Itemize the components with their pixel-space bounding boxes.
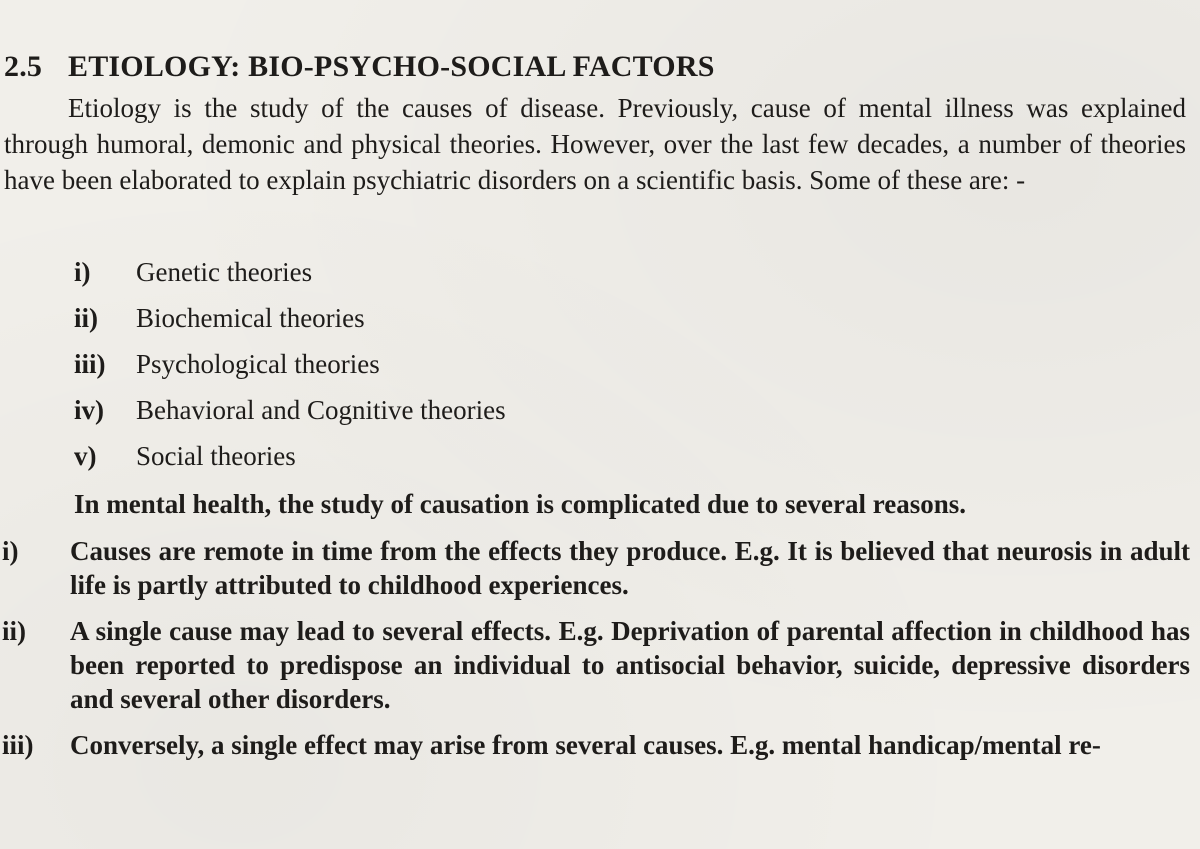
- theory-label: Genetic theories: [136, 257, 313, 287]
- theory-item-genetic: [74, 252, 506, 298]
- reason-text: Causes are remote in time from the effects they produce. E.g. It is believed that neurosis in adult life is partly attributed to childhood experiences.: [70, 536, 1190, 600]
- theory-item-behavioral-cognitive: [74, 390, 506, 436]
- theory-label: Behavioral and Cognitive theories: [136, 395, 506, 425]
- reason-numeral: ii): [2, 616, 26, 646]
- reason-text: A single cause may lead to several effects. E.g. Deprivation of parental affection in childhood has been reported to predispose an individual to antisocial behavior, suicide, depressive disorders and several other disorders.: [70, 616, 1190, 714]
- theory-label: Psychological theories: [136, 349, 380, 379]
- theory-label: Biochemical theories: [136, 303, 365, 333]
- theory-list: [74, 252, 506, 482]
- reason-text: Conversely, a single effect may arise from several causes. E.g. mental handicap/mental re-: [70, 730, 1101, 760]
- theory-item-psychological: [74, 344, 506, 390]
- reason-item: [0, 534, 1190, 602]
- theory-numeral: v): [74, 441, 97, 471]
- section-number: 2.5: [4, 50, 43, 83]
- theory-item-social: [74, 436, 506, 482]
- theory-item-biochemical: [74, 298, 506, 344]
- section-title: ETIOLOGY: BIO-PSYCHO-SOCIAL FACTORS: [68, 50, 715, 83]
- theory-numeral: iii): [74, 349, 106, 379]
- reason-numeral: iii): [2, 730, 34, 760]
- reason-list: [0, 534, 1190, 774]
- reason-item: [0, 614, 1190, 716]
- intro-paragraph: Etiology is the study of the causes of disease. Previously, cause of mental illness was explained through humoral, demonic and physical theories. However, over the last few decades, a number of theories have been elaborated to explain psychiatric disorders on a scientific basis. Some of these are: -: [4, 93, 1186, 195]
- causation-intro: In mental health, the study of causation is complicated due to several reasons.: [74, 489, 967, 519]
- theory-numeral: i): [74, 257, 91, 287]
- reason-item: [0, 728, 1190, 762]
- theory-label: Social theories: [136, 441, 296, 471]
- theory-numeral: ii): [74, 303, 98, 333]
- reason-numeral: i): [2, 536, 19, 566]
- theory-numeral: iv): [74, 395, 104, 425]
- section-heading: [4, 50, 715, 84]
